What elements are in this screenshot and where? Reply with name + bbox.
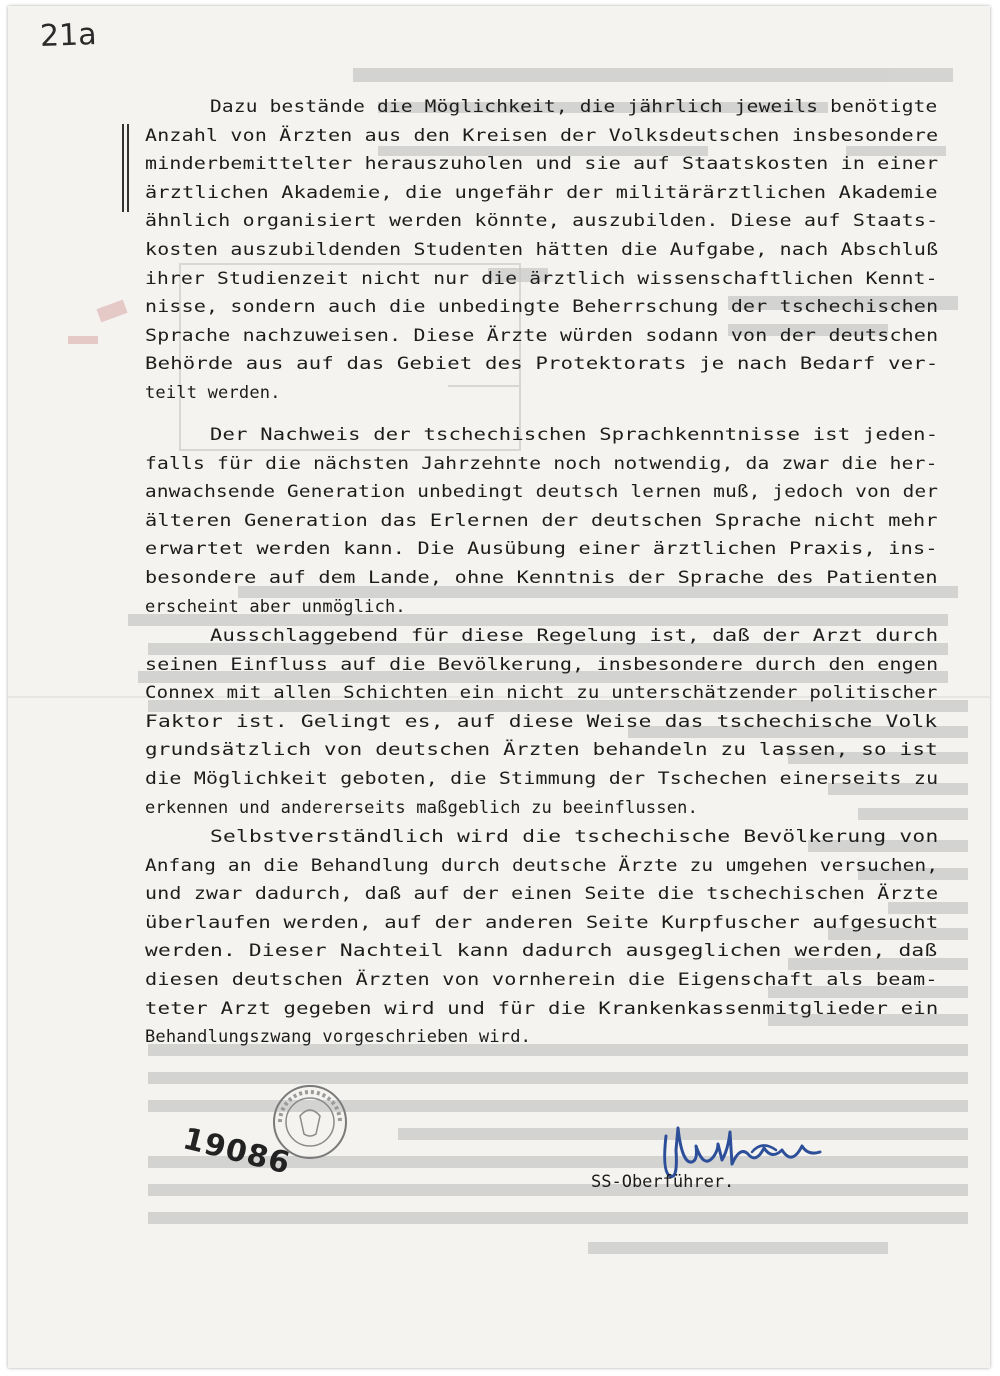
text-line: erscheint aber unmöglich.: [145, 596, 406, 617]
text-line: nisse, sondern auch die unbedingte Beherrschung der tschechischen: [145, 297, 939, 318]
text-line: Connex mit allen Schichten ein nicht zu unterschätzender politischer: [145, 683, 938, 704]
text-line: werden. Dieser Nachteil kann dadurch ausgeglichen werden, daß: [145, 941, 938, 962]
text-line: minderbemittelter herauszuholen und sie auf Staatskosten in einer: [145, 154, 939, 175]
text-line: seinen Einfluss auf die Bevölkerung, insbesondere durch den engen: [145, 654, 939, 675]
text-line: älteren Generation das Erlernen der deutschen Sprache nicht mehr: [145, 510, 938, 531]
text-line: Selbstverständlich wird die tschechische Bevölkerung von: [210, 827, 939, 847]
text-line: teter Arzt gegeben wird und für die Krankenkassenmitglieder ein: [145, 998, 939, 1019]
text-line: ähnlich organisiert werden könnte, auszubilden. Diese auf Staats-: [145, 211, 939, 232]
text-line: Behandlungszwang vorgeschrieben wird.: [145, 1027, 532, 1048]
text-line: ihrer Studienzeit nicht nur die ärztlich wissenschaftlichen Kennt-: [145, 268, 938, 289]
text-line: ärztlichen Akademie, die ungefähr der militärärztlichen Akademie: [145, 182, 938, 203]
text-line: Dazu bestände die Möglichkeit, die jährlich jeweils benötigte: [210, 97, 938, 117]
text-line: Anfang an die Behandlung durch deutsche Ärzte zu umgehen versuchen,: [145, 855, 939, 876]
text-line: überlaufen werden, auf der anderen Seite Kurpfuscher aufgesucht: [145, 912, 939, 933]
stamp-number: 19086: [179, 1121, 294, 1182]
signatory-rank: SS-Oberführer.: [591, 1172, 735, 1192]
text-line: Ausschlaggebend für diese Regelung ist, daß der Arzt durch: [210, 626, 939, 646]
seal-stamp: [270, 1082, 350, 1162]
text-line: Sprache nachzuweisen. Diese Ärzte würden sodann von der deutschen: [145, 325, 939, 346]
text-line: teilt werden.: [145, 383, 281, 403]
text-line: Anzahl von Ärzten aus den Kreisen der Volksdeutschen insbesondere: [145, 125, 939, 146]
document-page: [8, 6, 990, 1368]
text-line: Der Nachweis der tschechischen Sprachkenntnisse ist jeden-: [210, 425, 939, 445]
text-line: grundsätzlich von deutschen Ärzten behandeln zu lassen, so ist: [145, 740, 938, 761]
text-line: kosten auszubildenden Studenten hätten die Aufgabe, nach Abschluß: [145, 240, 939, 260]
text-line: erkennen und andererseits maßgeblich zu beeinflussen.: [145, 797, 699, 818]
text-line: diesen deutschen Ärzten von vornherein die Eigenschaft als beam-: [145, 970, 938, 990]
text-line: und zwar dadurch, daß auf der einen Seite die tschechischen Ärzte: [145, 884, 939, 905]
text-line: erwartet werden kann. Die Ausübung einer ärztlichen Praxis, ins-: [145, 539, 938, 560]
text-line: Behörde aus auf das Gebiet des Protektorats je nach Bedarf ver-: [145, 354, 939, 375]
page-number: 21a: [39, 17, 98, 54]
text-line: die Möglichkeit geboten, die Stimmung der Tschechen einerseits zu: [145, 769, 939, 789]
text-line: falls für die nächsten Jahrzehnte noch notwendig, da zwar die her-: [145, 453, 938, 474]
text-line: Faktor ist. Gelingt es, auf diese Weise das tschechische Volk: [145, 711, 938, 732]
text-line: besondere auf dem Lande, ohne Kenntnis der Sprache des Patienten: [145, 568, 938, 588]
text-line: anwachsende Generation unbedingt deutsch lernen muß, jedoch von der: [145, 482, 939, 503]
